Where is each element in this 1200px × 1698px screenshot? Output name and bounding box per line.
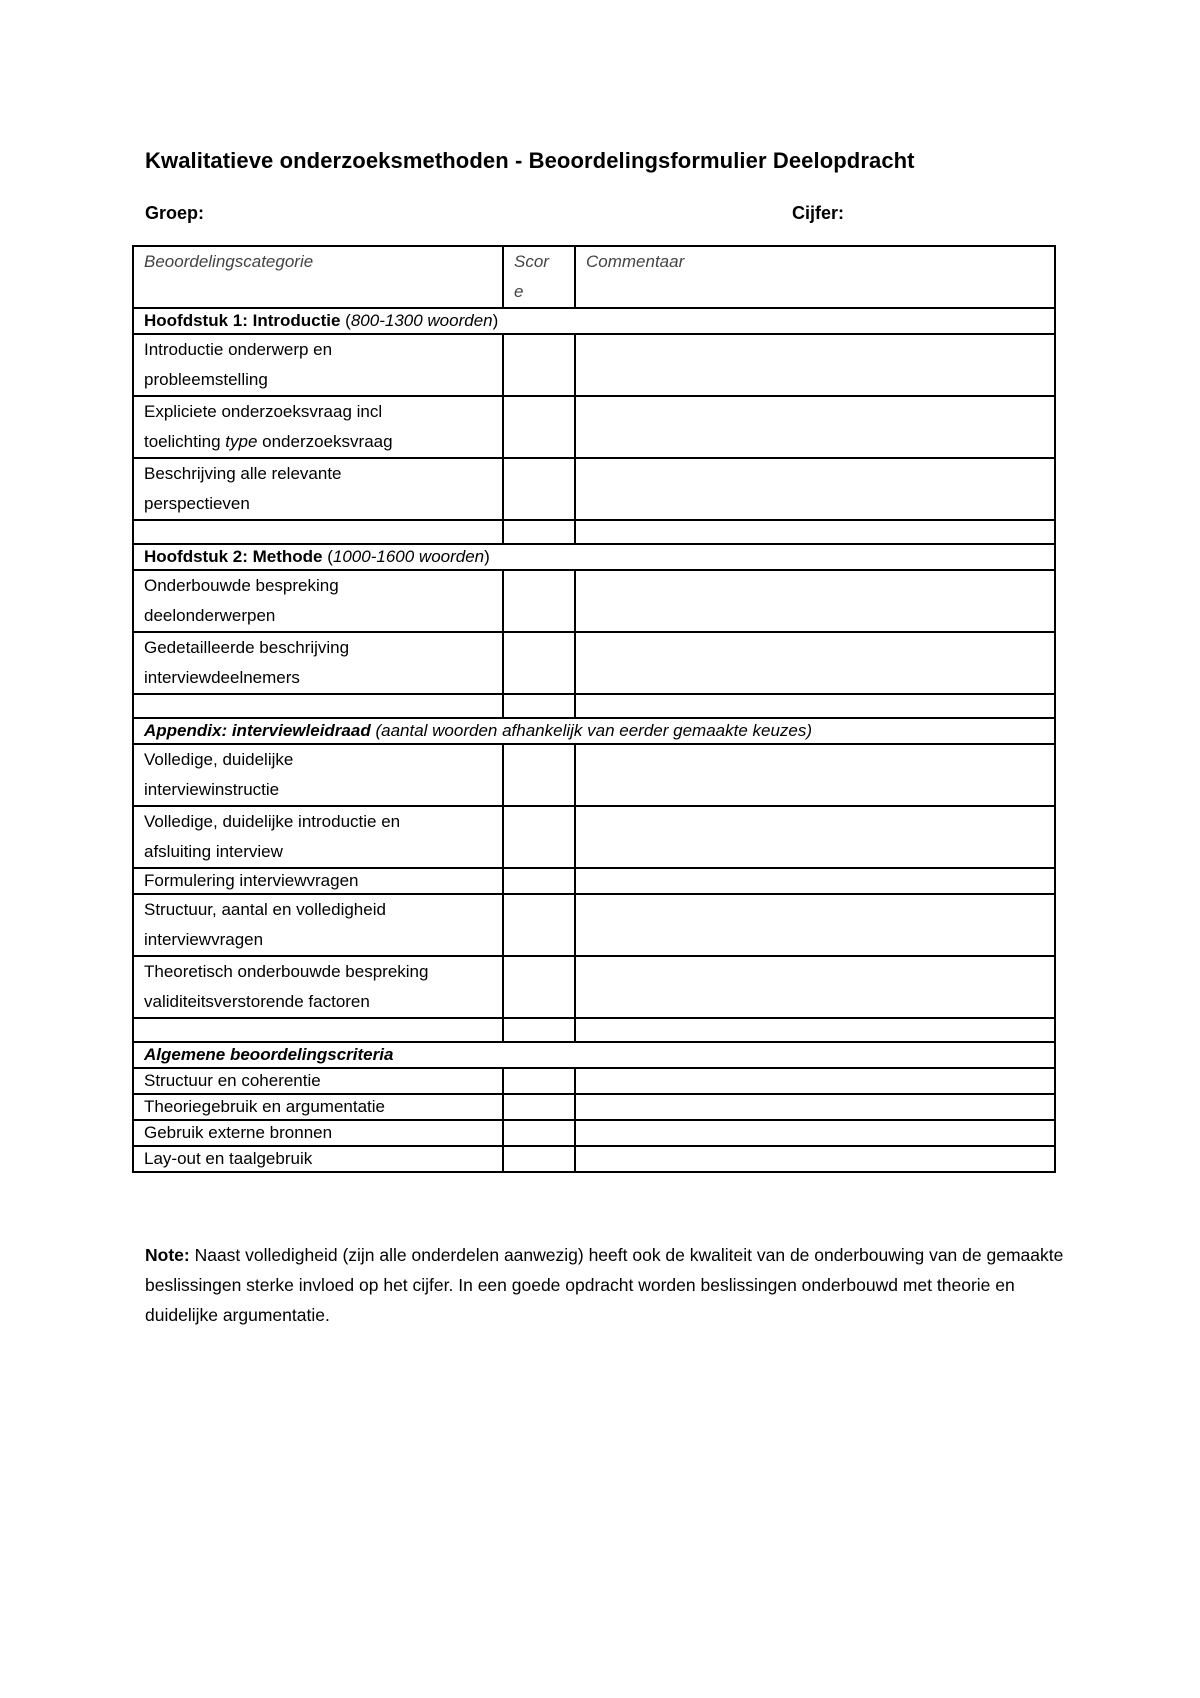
section-header: Hoofdstuk 1: Introductie (800-1300 woorden) — [133, 308, 1055, 334]
comment-cell[interactable] — [575, 1094, 1055, 1120]
comment-cell[interactable] — [575, 570, 1055, 632]
score-cell[interactable] — [503, 744, 575, 806]
comment-cell[interactable] — [575, 632, 1055, 694]
section-header: Algemene beoordelingscriteria — [133, 1042, 1055, 1068]
table-row — [133, 1094, 1055, 1120]
header-comment: Commentaar — [575, 246, 1055, 308]
groep-label: Groep: — [145, 203, 205, 223]
criterion-label: Introductie onderwerp en probleemstelling — [133, 334, 503, 396]
criterion-label: Beschrijving alle relevante perspectieven — [133, 458, 503, 520]
criterion-label: Lay-out en taalgebruik — [133, 1146, 503, 1172]
score-cell[interactable] — [503, 894, 575, 956]
criterion-label: Theoretisch onderbouwde bespreking validiteitsverstorende factoren — [133, 956, 503, 1018]
criterion-label: Theoriegebruik en argumentatie — [133, 1094, 503, 1120]
comment-cell[interactable] — [575, 334, 1055, 396]
comment-cell[interactable] — [575, 806, 1055, 868]
table-row — [133, 1146, 1055, 1172]
score-cell[interactable] — [503, 806, 575, 868]
note-label: Note: — [145, 1245, 190, 1265]
score-cell[interactable] — [503, 632, 575, 694]
criterion-label: Structuur, aantal en volledigheid interviewvragen — [133, 894, 503, 956]
score-cell[interactable] — [503, 1120, 575, 1146]
score-cell[interactable] — [503, 1068, 575, 1094]
criterion-label: Gebruik externe bronnen — [133, 1120, 503, 1146]
comment-cell[interactable] — [575, 956, 1055, 1018]
score-cell[interactable] — [503, 458, 575, 520]
comment-cell[interactable] — [575, 868, 1055, 894]
section-header: Appendix: interviewleidraad (aantal woorden afhankelijk van eerder gemaakte keuzes) — [133, 718, 1055, 744]
note-paragraph — [145, 1240, 1075, 1330]
score-cell[interactable] — [503, 334, 575, 396]
comment-cell[interactable] — [575, 894, 1055, 956]
assessment-table — [132, 245, 1056, 1173]
criterion-label: Expliciete onderzoeksvraag incl toelichting type onderzoeksvraag — [133, 396, 503, 458]
table-row — [133, 396, 1055, 458]
table-row — [133, 956, 1055, 1018]
empty-row — [133, 694, 1055, 718]
score-cell[interactable] — [503, 1146, 575, 1172]
criterion-label: Structuur en coherentie — [133, 1068, 503, 1094]
page-title: Kwalitatieve onderzoeksmethoden - Beoordelingsformulier Deelopdracht — [145, 148, 915, 173]
score-cell[interactable] — [503, 868, 575, 894]
table-row — [133, 868, 1055, 894]
table-row — [133, 570, 1055, 632]
criterion-label: Volledige, duidelijke interviewinstructie — [133, 744, 503, 806]
table-row — [133, 1068, 1055, 1094]
note-text: Naast volledigheid (zijn alle onderdelen aanwezig) heeft ook de kwaliteit van de onderbouwing van de gemaakte beslissingen sterke invloed op het cijfer. In een goede opdracht worden beslissingen onderbouwd met theorie en duidelijke argumentatie. — [145, 1245, 1064, 1325]
comment-cell[interactable] — [575, 396, 1055, 458]
table-row — [133, 1120, 1055, 1146]
criterion-label: Formulering interviewvragen — [133, 868, 503, 894]
cijfer-label: Cijfer: — [792, 203, 845, 223]
table-row — [133, 744, 1055, 806]
empty-row — [133, 520, 1055, 544]
comment-cell[interactable] — [575, 744, 1055, 806]
comment-cell[interactable] — [575, 1146, 1055, 1172]
header-category: Beoordelingscategorie — [133, 246, 503, 308]
score-cell[interactable] — [503, 1094, 575, 1120]
comment-cell[interactable] — [575, 1068, 1055, 1094]
criterion-label: Volledige, duidelijke introductie en afsluiting interview — [133, 806, 503, 868]
header-score: Scor e — [503, 246, 575, 308]
table-row — [133, 334, 1055, 396]
criterion-label: Gedetailleerde beschrijving interviewdeelnemers — [133, 632, 503, 694]
criterion-label: Onderbouwde bespreking deelonderwerpen — [133, 570, 503, 632]
table-header-row — [133, 246, 1055, 308]
comment-cell[interactable] — [575, 458, 1055, 520]
score-cell[interactable] — [503, 570, 575, 632]
table-row — [133, 632, 1055, 694]
score-cell[interactable] — [503, 956, 575, 1018]
table-row — [133, 806, 1055, 868]
table-row — [133, 458, 1055, 520]
empty-row — [133, 1018, 1055, 1042]
table-row — [133, 894, 1055, 956]
comment-cell[interactable] — [575, 1120, 1055, 1146]
section-header: Hoofdstuk 2: Methode (1000-1600 woorden) — [133, 544, 1055, 570]
score-cell[interactable] — [503, 396, 575, 458]
